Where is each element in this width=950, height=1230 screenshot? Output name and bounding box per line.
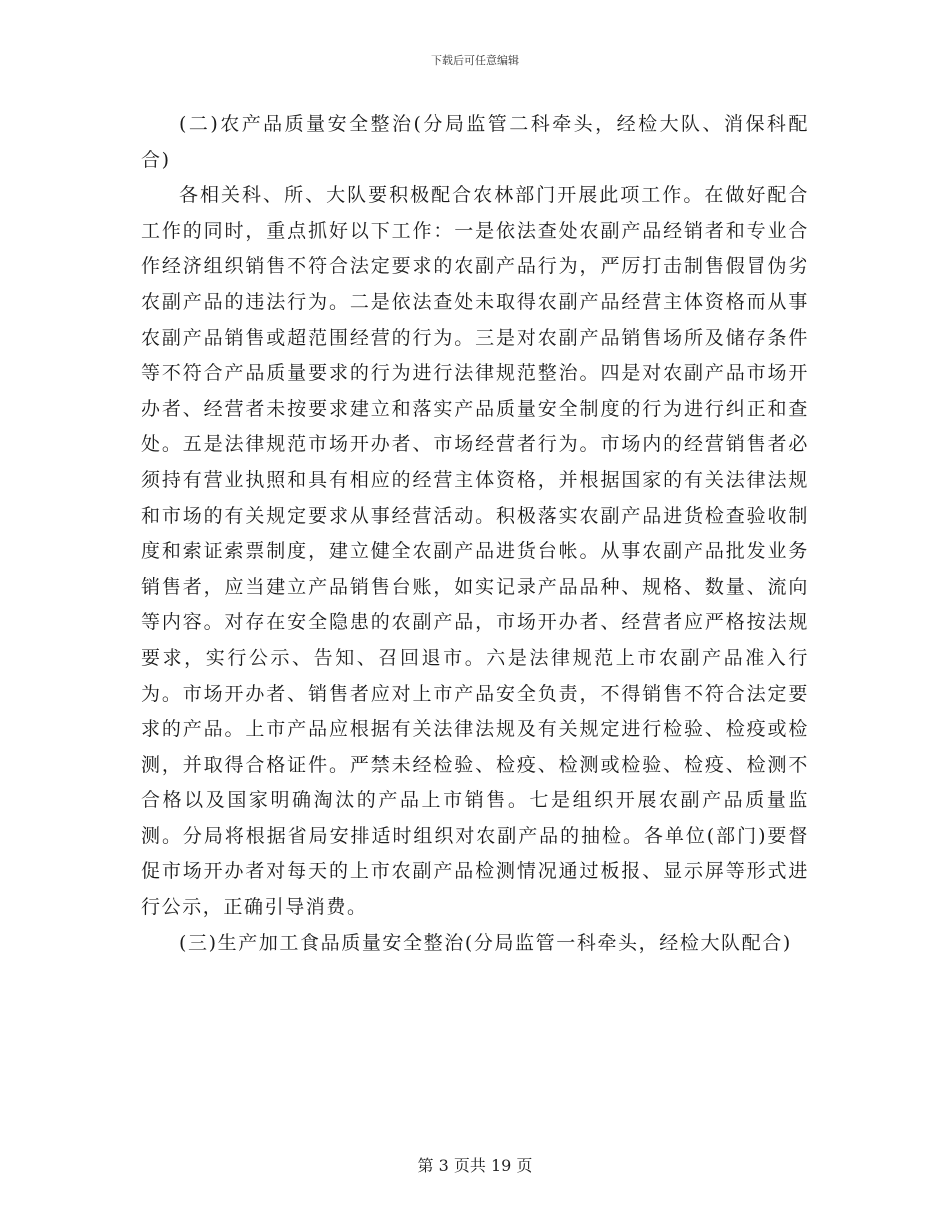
body-paragraph: 各相关科、所、大队要积极配合农林部门开展此项工作。在做好配合工作的同时，重点抓好以下工作：一是依法查处农副产品经销者和专业合作经济组织销售不符合法定要求的农副产品行为，严厉打击制售假冒伪劣农副产品的违法行为。二是依法查处未取得农副产品经营主体资格而从事农副产品销售或超范围经营的行为。三是对农副产品销售场所及储存条件等不符合产品质量要求的行为进行法律规范整治。四是对农副产品市场开办者、经营者未按要求建立和落实产品质量安全制度的行为进行纠正和查处。五是法律规范市场开办者、市场经营者行为。市场内的经营销售者必须持有营业执照和具有相应的经营主体资格，并根据国家的有关法律法规和市场的有关规定要求从事经营活动。积极落实农副产品进货检查验收制度和索证索票制度，建立健全农副产品进货台帐。从事农副产品批发业务销售者，应当建立产品销售台账，如实记录产品品种、规格、数量、流向等内容。对存在安全隐患的农副产品，市场开办者、经营者应严格按法规要求，实行公示、告知、召回退市。六是法律规范上市农副产品准入行为。市场开办者、销售者应对上市产品安全负责，不得销售不符合法定要求的产品。上市产品应根据有关法律法规及有关规定进行检验、检疫或检测，并取得合格证件。严禁未经检验、检疫、检测或检验、检疫、检测不合格以及国家明确淘汰的产品上市销售。七是组织开展农副产品质量监测。分局将根据省局安排适时组织对农副产品的抽检。各单位(部门)要督促市场开办者对每天的上市农副产品检测情况通过板报、显示屏等形式进行公示，正确引导消费。 xyxy=(141,184,809,919)
page-header: 下载后可任意编辑 xyxy=(431,54,519,67)
section-heading-agricultural-products: (二)农产品质量安全整治(分局监管二科牵头，经检大队、消保科配合) xyxy=(141,113,809,171)
page-number: 第 3 页共 19 页 xyxy=(417,1156,533,1175)
document-body xyxy=(141,107,809,961)
section-heading-processed-food: (三)生产加工食品质量安全整治(分局监管一科牵头，经检大队配合) xyxy=(179,931,792,954)
